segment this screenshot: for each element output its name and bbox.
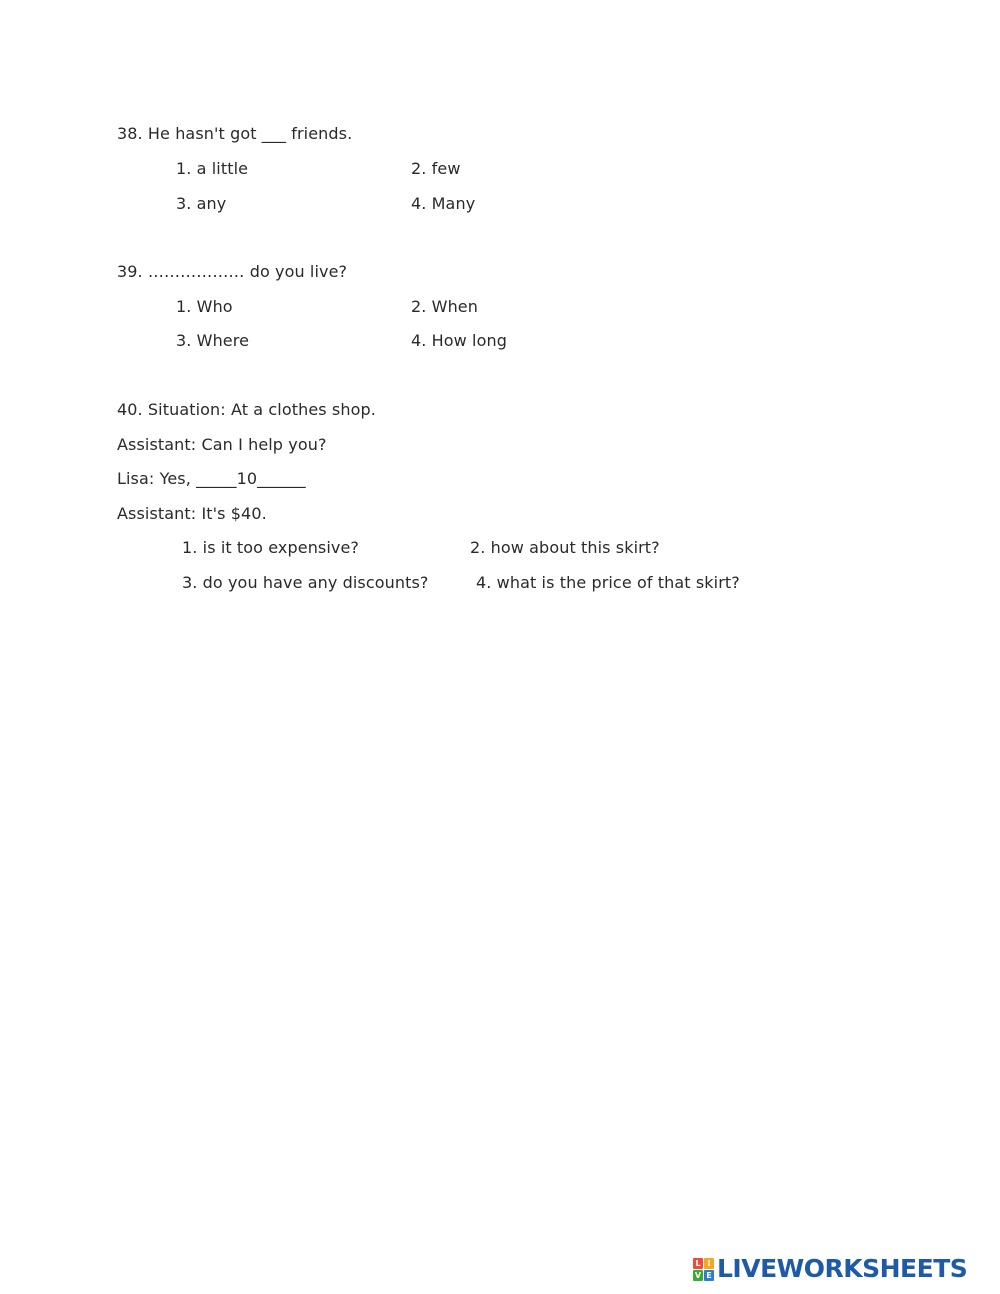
q39-option-4[interactable]: 4. How long	[411, 331, 507, 350]
logo-letter: L	[693, 1258, 703, 1269]
question-40-situation: 40. Situation: At a clothes shop.	[117, 400, 376, 419]
dialogue-line-lisa[interactable]: Lisa: Yes, _____10______	[117, 469, 306, 488]
logo-grid-icon	[693, 1258, 714, 1281]
q39-option-1[interactable]: 1. Who	[176, 297, 233, 316]
q40-option-4[interactable]: 4. what is the price of that skirt?	[476, 573, 740, 592]
q40-option-1[interactable]: 1. is it too expensive?	[182, 538, 360, 557]
q39-option-2[interactable]: 2. When	[411, 297, 478, 316]
logo-letter: V	[694, 1270, 702, 1280]
logo-text: LIVEWORKSHEETS	[717, 1254, 968, 1283]
logo-letter: I	[704, 1258, 714, 1269]
q38-option-1[interactable]: 1. a little	[176, 159, 249, 178]
dialogue-line-assistant-2: Assistant: It's $40.	[117, 504, 267, 523]
logo-letter: E	[704, 1270, 714, 1281]
liveworksheets-logo	[693, 1255, 967, 1283]
q38-option-2[interactable]: 2. few	[411, 159, 461, 178]
q39-option-3[interactable]: 3. Where	[176, 331, 250, 350]
q40-option-2[interactable]: 2. how about this skirt?	[470, 538, 660, 557]
question-39-text: 39. ……………… do you live?	[117, 262, 348, 281]
question-38-text: 38. He hasn't got ___ friends.	[117, 124, 353, 143]
q38-option-4[interactable]: 4. Many	[411, 194, 476, 213]
q40-option-3[interactable]: 3. do you have any discounts?	[182, 573, 429, 592]
dialogue-line-assistant-1: Assistant: Can I help you?	[117, 435, 327, 454]
q38-option-3[interactable]: 3. any	[176, 194, 227, 213]
